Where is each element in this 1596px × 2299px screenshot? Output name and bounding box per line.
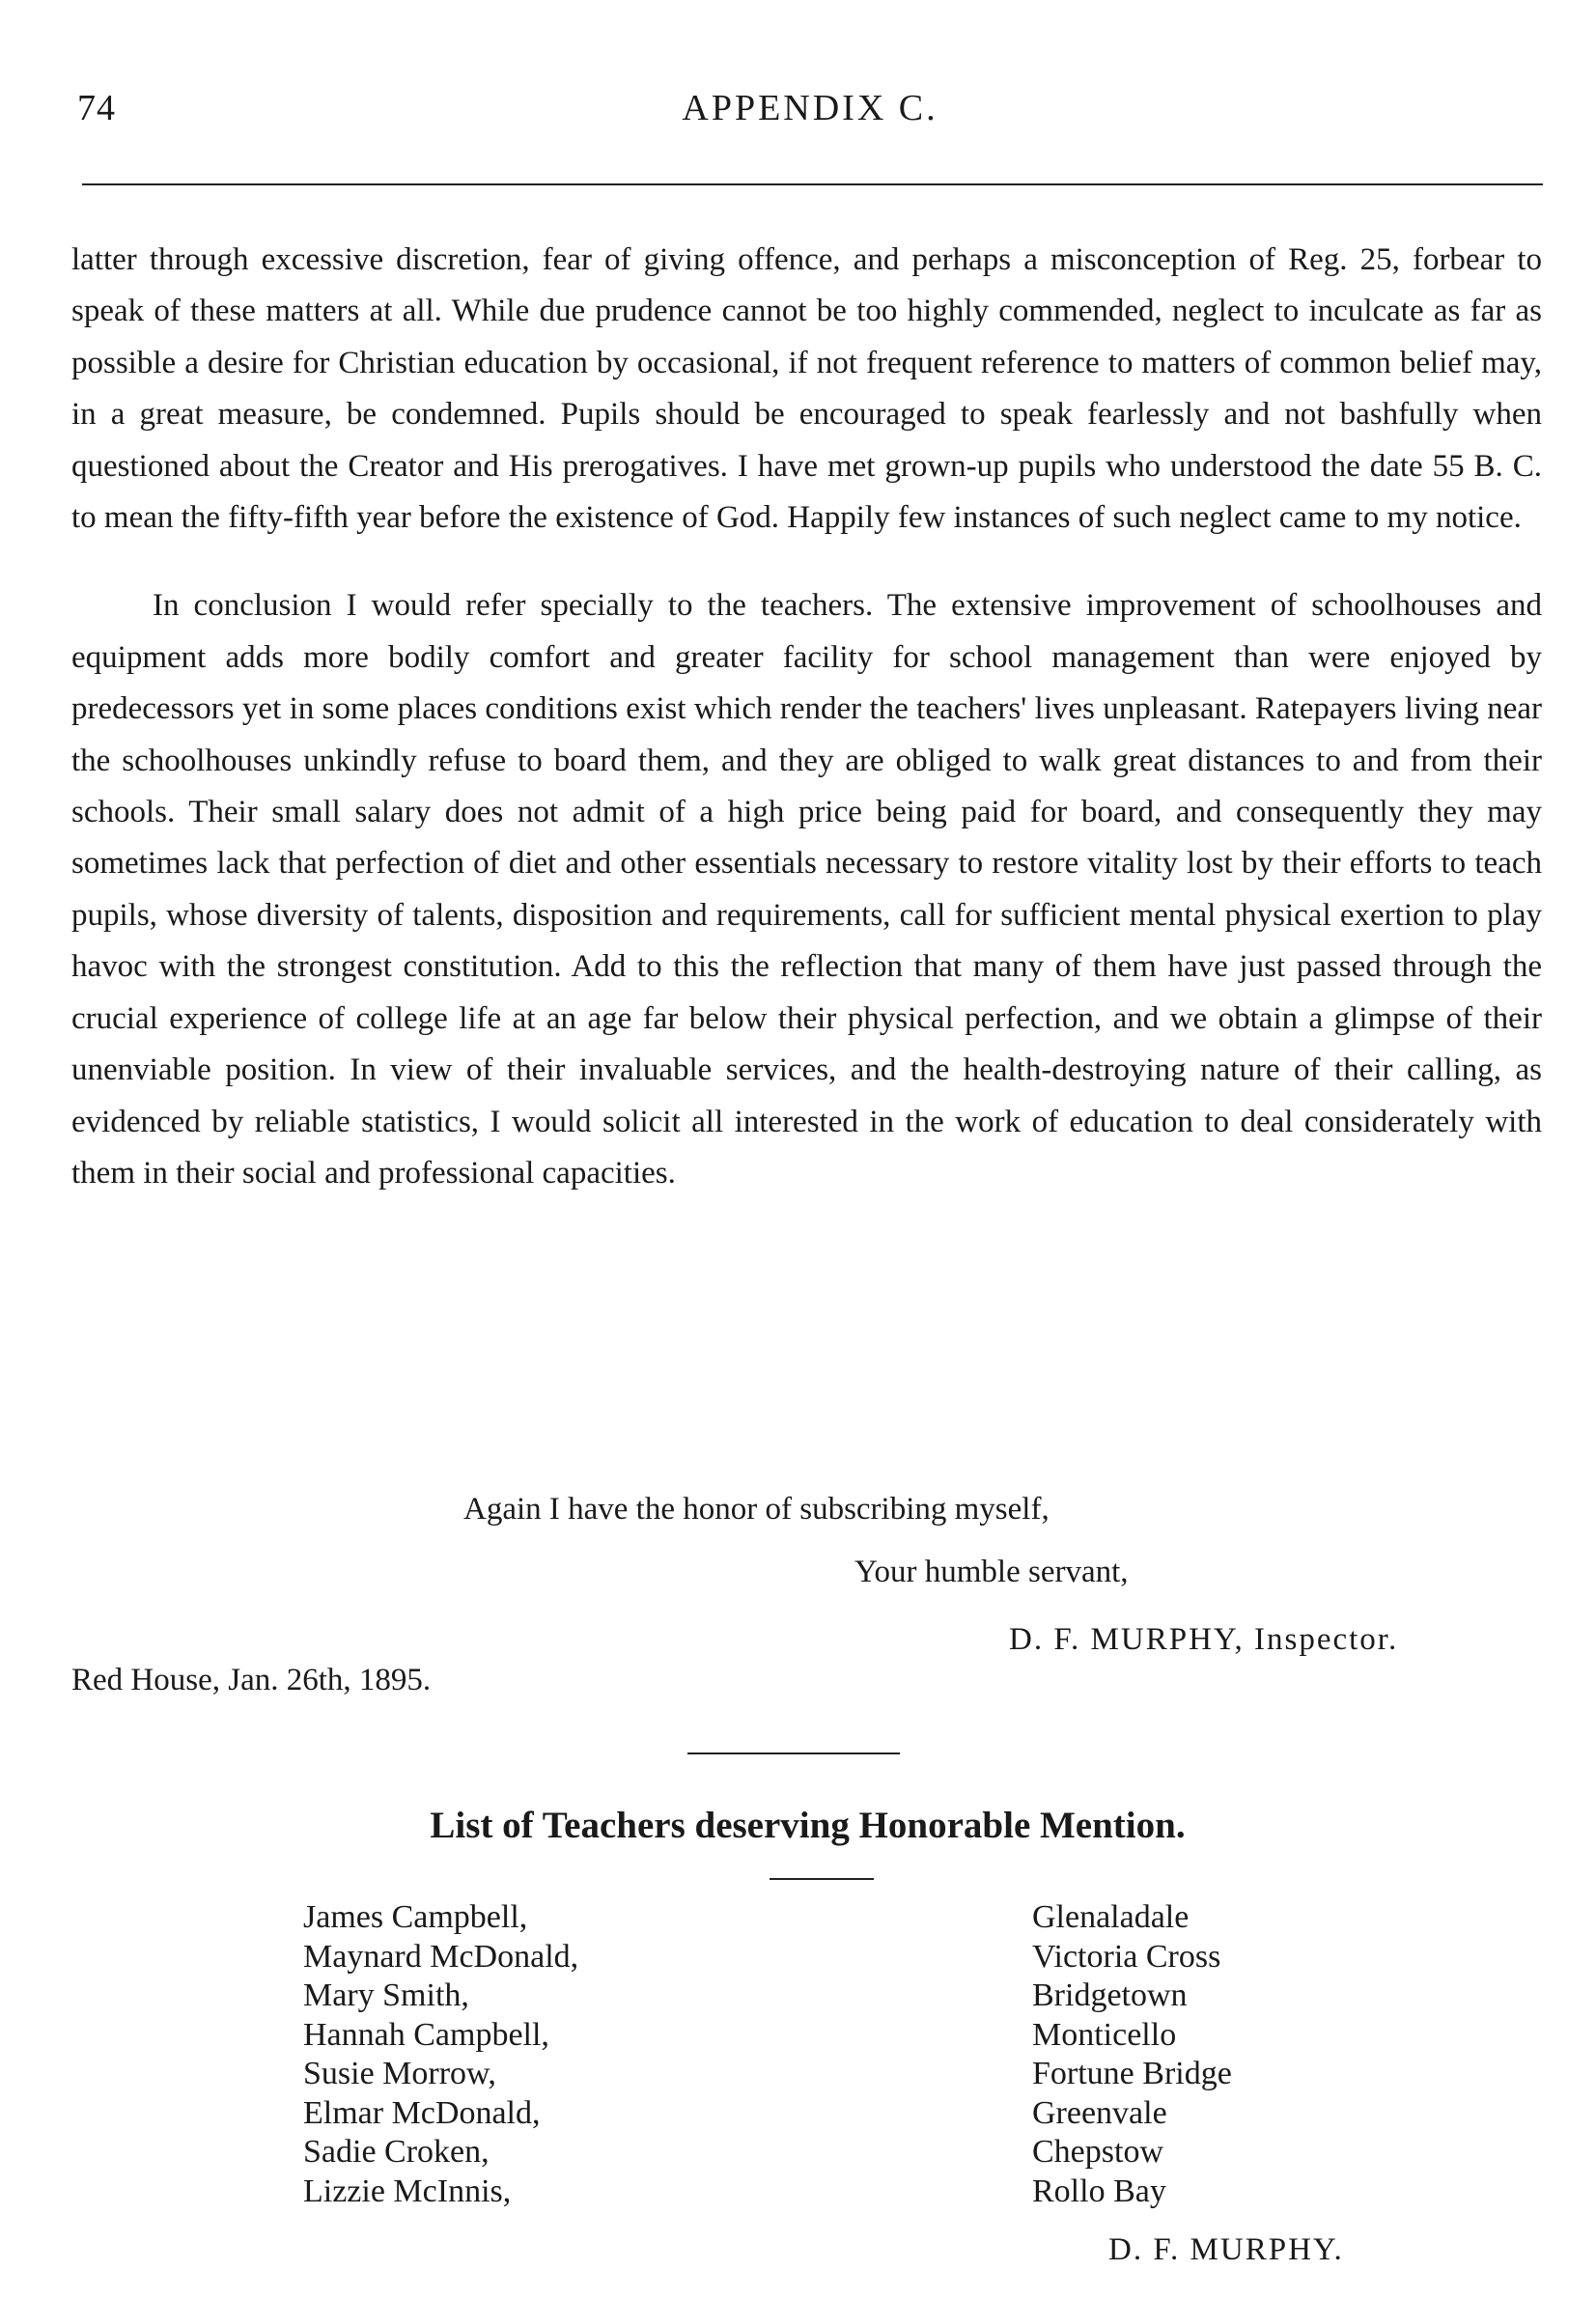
teacher-name: Lizzie McInnis,: [303, 2173, 512, 2209]
list-item: [303, 2173, 1462, 2212]
teacher-name: Hannah Campbell,: [303, 2016, 549, 2053]
teacher-name: Maynard McDonald,: [303, 1938, 579, 1975]
closing-signature-inspector: D. F. MURPHY, Inspector.: [1009, 1622, 1399, 1657]
paragraph-1: latter through excessive discretion, fear of giving offence, and perhaps a misconception of Reg. 25, forbear to speak of these matters at all. While due prudence cannot be too highly commended, neglect to inculcate as far as possible a desire for Christian education by occasional, if not frequent reference to matters of common belief may, in a great measure, be condemned. Pupils should be encouraged to speak fearlessly and not bashfully when questioned about the Creator and His prerogatives. I have met grown-up pupils who understood the date 55 B. C. to mean the fifty-fifth year before the existence of God. Happily few instances of such neglect came to my notice.: [71, 242, 1542, 536]
teacher-place: Greenvale: [1032, 2094, 1167, 2131]
list-item: [303, 2094, 1462, 2134]
section-divider-rule: [687, 1752, 900, 1754]
list-item: [303, 2055, 1462, 2094]
teacher-name: James Campbell,: [303, 1899, 528, 1935]
list-item: [303, 2016, 1462, 2056]
teacher-place: Rollo Bay: [1032, 2173, 1166, 2209]
teacher-place: Monticello: [1032, 2016, 1177, 2053]
closing-line-servant: Your humble servant,: [854, 1555, 1129, 1589]
list-item: [303, 1938, 1462, 1977]
closing-line-subscribing: Again I have the honor of subscribing myself,: [463, 1492, 1050, 1527]
teacher-place: Bridgetown: [1032, 1977, 1188, 2013]
title-underline-rule: [770, 1878, 874, 1880]
header-rule: [82, 183, 1543, 185]
teacher-list: [303, 1898, 1462, 2211]
list-title: List of Teachers deserving Honorable Mention.: [430, 1805, 1186, 1846]
teacher-name: Sadie Croken,: [303, 2134, 490, 2170]
list-item: [303, 1898, 1462, 1938]
teacher-name: Elmar McDonald,: [303, 2094, 541, 2131]
running-head: APPENDIX C.: [682, 88, 938, 128]
page-header: [77, 87, 1543, 135]
place-date: Red House, Jan. 26th, 1895.: [71, 1663, 432, 1697]
list-item: [303, 2133, 1462, 2173]
page-number: 74: [77, 88, 116, 128]
teacher-name: Mary Smith,: [303, 1977, 469, 2013]
teacher-place: Victoria Cross: [1032, 1938, 1221, 1975]
body-text: [71, 235, 1542, 1199]
list-signature: D. F. MURPHY.: [1108, 2232, 1344, 2267]
list-item: [303, 1977, 1462, 2016]
teacher-place: Glenaladale: [1032, 1899, 1190, 1935]
teacher-place: Fortune Bridge: [1032, 2056, 1232, 2091]
teacher-name: Susie Morrow,: [303, 2056, 496, 2091]
paragraph-2: In conclusion I would refer specially to the teachers. The extensive improvement of schoolhouses and equipment adds more bodily comfort and greater facility for school management than were enjoyed by predecessors yet in some places conditions exist which render the teachers' lives unpleasant. Ratepayers living near the schoolhouses unkindly refuse to board them, and they are obliged to walk great distances to and from their schools. Their small salary does not admit of a high price being paid for board, and consequently they may sometimes lack that perfection of diet and other essentials necessary to restore vitality lost by their efforts to teach pupils, whose diversity of talents, disposition and requirements, call for sufficient mental physical exertion to play havoc with the strongest constitution. Add to this the reflection that many of them have just passed through the crucial experience of college life at an age far below their physical perfection, and we obtain a glimpse of their unenviable position. In view of their invaluable services, and the health-destroying nature of their calling, as evidenced by reliable statistics, I would solicit all interested in the work of education to deal considerately with them in their social and professional capacities.: [71, 588, 1542, 1191]
teacher-place: Chepstow: [1032, 2134, 1163, 2170]
